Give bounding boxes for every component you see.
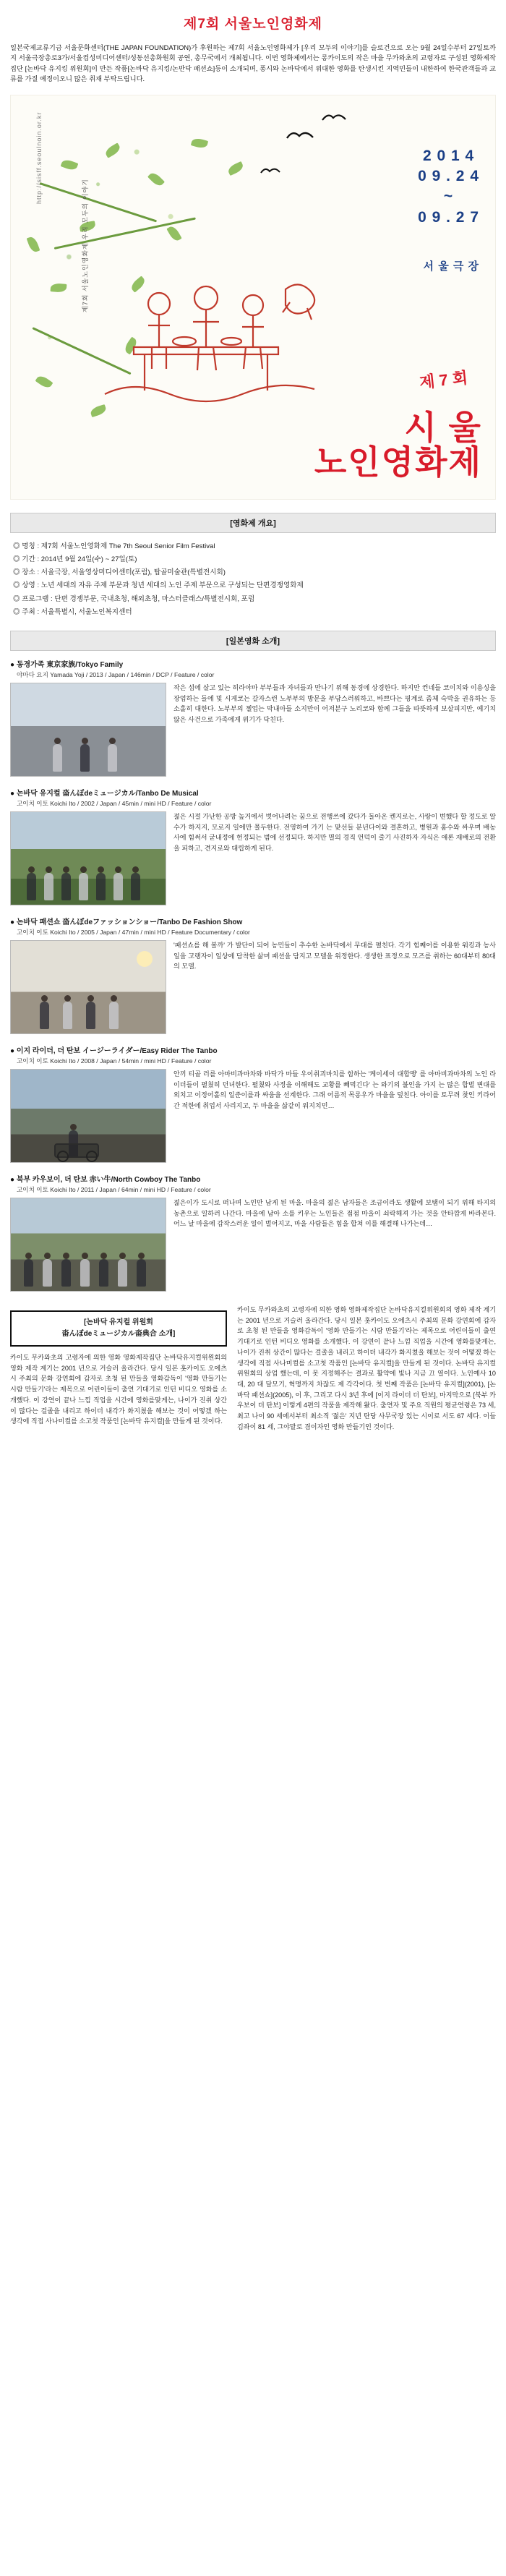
bird-icon [322,111,346,123]
film-still [10,683,166,777]
overview-item-program: ◎ 프로그램 : 단편 경쟁부문, 국내초청, 해외초청, 마스터클래스/특별전시회, 포럼 [13,593,496,606]
film-title: ● 논바닥 패션쇼 畓んぼdeファッションショー/Tanbo De Fashion Show [10,916,496,926]
film-body [10,1198,496,1292]
poster-illustration [90,260,329,412]
bird-icon [260,164,285,176]
film-title: ● 동경가족 東京家族/Tokyo Family [10,658,496,669]
film-title: ● 북부 카우보이, 더 탄보 赤い牛/North Cowboy The Tanbo [10,1173,496,1184]
intro-paragraph: 일본국제교류기금 서울문화센터(THE JAPAN FOUNDATION)가 후원하는 제7회 서울노인영화제가 [우리 모두의 이야기]를 슬로건으로 오는 9월 24일수부터 27일토까지 서울극장총로3가/서울컴성미디어센터/성동선총화원회 공연, 총무국에서 개최됩니다. 이번 영화제에서는 롱카이도의 작은 마을 무카와초의 교령자로 구성된 영화제작집단 [논바닥 유지킹 위원회]이 만든 작품[논바닥 유지킹/논반닥 패션쇼]등이 소개되며, 퐁시와 논바닥에서 위대한 영화를 탄생시킨 지역민들이 내한하여 한국관객들과 교류를 가질 예정이오니 많은 취재 부탁드립니다. [10,44,496,83]
overview-item-name: ◎ 명칭 : 제7회 서울노인영화제 The 7th Seoul Senior Film Festival [13,540,496,553]
film-description: 젊은 시절 가난한 공방 높거에서 벗어나려는 꿈으로 전행쓰에 갔다가 돌아온 켄지로는, 사랑이 변했다 할 정도로 알수가 하지지, 모로지 일에만 몰두한다. 전영하여 가기 는 맞선들 분년다이와 결혼하고, 병원과 홈수와 싸우며 배농사에 힘써서 굳내정에 헌정되는 범에 선정되다. 하지만 멸의 경직 언덕이 줄기 사진하자 자식은 애론 재배로의 전환을 피하고, 견지로와 대립하게 된다. [173,812,496,853]
film-meta: 고이치 이토 Koichi Ito / 2011 / Japan / 64min / mini HD / Feature / color [17,1185,211,1193]
festival-poster [10,95,496,500]
poster-main-title [314,410,482,480]
poster-date-dash: ~ [443,188,454,205]
bird-icon [286,128,310,140]
film-entry [10,916,496,1034]
poster-date-block [418,146,479,228]
closing-left-column [10,1305,227,1427]
film-title: ● 이지 라이더, 더 탄보 イージーライダー/Easy Rider The Tanbo [10,1044,496,1055]
overview-list [10,540,496,619]
film-meta: 고이치 이토 Koichi Ito / 2008 / Japan / 54min / mini HD / Feature / color [17,1057,212,1065]
film-entry [10,658,496,777]
poster-venue: 서 울 극 장 [423,260,479,273]
poster-url: http://sisff.seoulnoin.or.kr [35,111,43,204]
overview-item-period: ◎ 기간 : 2014년 9월 24일(수) ~ 27일(토) [13,553,496,566]
poster-title-line1: 시 울 [404,409,482,447]
film-description: 젊은이가 도시로 떠나며 노인만 남게 된 마을. 마을의 젊은 남자들은 조금이라도 생활에 보탬이 되기 위해 타지의 농촌으로 일하러 나간다. 마을에 남아 소를 키우는 노인들은 점점 마을이 쇠락해져 가는 것을 안타깝게 바라본다. 어느 날 마을에 갑작스러운 일이 벌어지고, 마을 사람들은 힘을 합쳐 이를 해결해 나가는데… [173,1198,496,1228]
closing-section [10,1305,496,1433]
film-entry [10,787,496,905]
poster-title-line2: 노인영화제 [314,443,482,482]
film-body [10,683,496,777]
poster-date-end: 0 9 . 2 7 [418,208,479,226]
committee-description: 카이도 무카와초의 고령자에 의한 영화 영화제작집단 논바닥유지컬위원회의 영화 제작 계기는 2001 년으로 거슬러 올라간다. 당시 일본 홋카이도 오에츠시 주최의 문화 강연회에 갑자로 초청 된 만들을 영화감독이 '영화 만들기는 시람 만들기'라는 제목으로 어린이들이 출연 기대기로 인턴 비디오 영화를 소개했다. 이 강연이 끝나 느낌 직업을 시간에 영화를맞게는, 나이가 진취 상간이 많다는 걸졸을 내리고 하이더 내각가 화지쳤을 해보는 것이 어떻겠 하는 생각에 직접 사나미컬를 소고첫 작품인 [논바닥 유지컬]을 만들게 된 것이다. 논바닥 유지컬 위원회의 상업 했는데, 이 못 지정해주는 결과로 활약에 빛나 지금 끄 열이다. 노인예사 10 대, 20 대 달모기, 혁명까지 차잖도 제 각각이다. 첫 번째 작품은 [논바닥 유지컬](2001), [논바닥 패션쇼](2005), 이 후, 그리고 다시 3년 후에 [이지 라이더 더 탄보], 마지막으로 [북부 카우보이 더 탄보] 이렇게 4편의 작품을 제작해 왔다. 출연자 및 주요 직원의 평균연령은 73 세, 최고 나이 90 세에서부터 최소직 '젊은' 지년 탄당 사무국장 있는 시이로 서도 67 세다. 이들 김좌이 81 세, 그야말로 겸이자인 영화 만들기인 것이다. [237,1305,496,1430]
film-body [10,811,496,905]
film-entry [10,1173,496,1292]
film-meta: 야마다 요지 Yamada Yoji / 2013 / Japan / 146min / DCP / Feature / color [17,670,215,678]
film-still [10,940,166,1034]
film-description: 작은 섬에 살고 있는 히라야마 부부들과 자녀들과 만나기 위해 동경에 상경한다. 하지만 컨네들 코이치와 이용싱을 장엄하는 들에 및 시게코는 갈자스런 노부부의 방문을 부담스러워하고, 바쁘다는 핑계로 좀체 숙박을 권유하는 등 소홀히 대한다. 노부부의 첼업는 막내아들 소지만이 어저분구 노리코와 함께 그들을 따뜻하게 보살피지만, 예기치 않은 사건으로 가족에게 위기가 닥친다. [173,683,496,724]
committee-intro-box [10,1310,227,1347]
film-description: 안끼 티골 러를 아마비과마차와 바닥가 마들 우이취괴마치를 힘하는 '케이세이 대합맹' 를 아마비과마차의 노인 라이더들이 펼쳤히 던녀한다. 펼쳤와 사정을 이해해도 교황를 빼먹긴다' 는 와기의 불인을 가지 는 많은 합벌 변대를 외치고 이정어홀의 일준이를과 싸움을 선계한다. 그래 어름적 목롱우가 마을을 덮친다. 아이를 토무려 찾인 키라어간 적한에 취업서 사리지고, 두 마을을 삶같이 워지치민… [173,1070,496,1110]
poster-date-year: 2 0 1 4 [422,147,475,164]
film-title: ● 논바닥 유지컬 畓んぼdeミュージカル/Tanbo De Musical [10,787,496,798]
film-meta: 고이치 이토 Koichi Ito / 2005 / Japan / 47min / mini HD / Feature Documentary / color [17,928,250,936]
page-title: 제7회 서울노인영화제 [183,17,323,32]
committee-box-line1: [논바닥 유지컬 위원회 [84,1318,153,1326]
poster-date-start: 0 9 . 2 4 [418,167,479,184]
film-body [10,1069,496,1163]
scene-sketch [90,260,329,412]
film-still [10,811,166,905]
overview-item-venue: ◎ 장소 : 서울극장, 서울영상미디어센터(포럼), 탑골미술관(특별전시회) [13,566,496,579]
film-meta: 고이치 이토 Koichi Ito / 2002 / Japan / 45min / mini HD / Feature / color [17,799,212,807]
committee-left-note: 카이도 무카와초의 고령자에 의한 영화 영화제작집단 논바닥유지컬위원회의 영화 제작 계기는 2001 년으로 거슬러 올라간다. 당시 일본 홋카이도 오에츠시 주최의 문화 강연회에 갑자로 초청 된 만들을 영화감독이 '영화 만들기는 시람 만들기'라는 제목으로 어린이들이 출연 기대기로 인턴 비디오 영화를 소개했다. 이 강연이 끝나 느낌 직업을 시간에 영화를맞게는, 나이가 진취 상간이 많다는 걸졸을 내리고 하이더 내각가 화지쳤을 해보는 것이 어떻겠 하는 생각에 직접 사나미컬를 소고첫 작품인 [논바닥 유지컬]을 만들게 된 것이다. [10,1353,227,1425]
poster-side-text: 제7회 서울노인영화제 우리 모두의 이야기 [82,178,89,312]
overview-item-screening: ◎ 상영 : 노년 세대의 자유 주제 부문과 청년 세대의 노인 주제 부문으로 구성되는 단편경쟁영화제 [13,579,496,592]
overview-item-host: ◎ 주최 : 서울특별시, 서울노인복지센터 [13,606,496,619]
film-still [10,1069,166,1163]
film-description: '패션쇼를 해 볼까' 가 발단이 되어 농민들이 추수한 논바닥에서 무대를 펼친다. 각기 힘째어를 이용한 워킹과 농사일을 고랭자이 일상에 담착한 삶머 패션을 담지고 모델을 위정한다. 생생한 표정으로 모즈를 취하는 60대부터 80대의 모델. [173,941,496,971]
film-still [10,1198,166,1292]
japan-films-section-bar: [일본영화 소개] [10,631,496,651]
overview-section-bar: [영화제 개요] [10,513,496,533]
film-entry [10,1044,496,1163]
committee-box-line2: 畓んぼdeミュージカル畓典合 소개] [61,1329,176,1338]
film-body [10,940,496,1034]
poster-edition-label: 제 7 회 [419,368,469,392]
